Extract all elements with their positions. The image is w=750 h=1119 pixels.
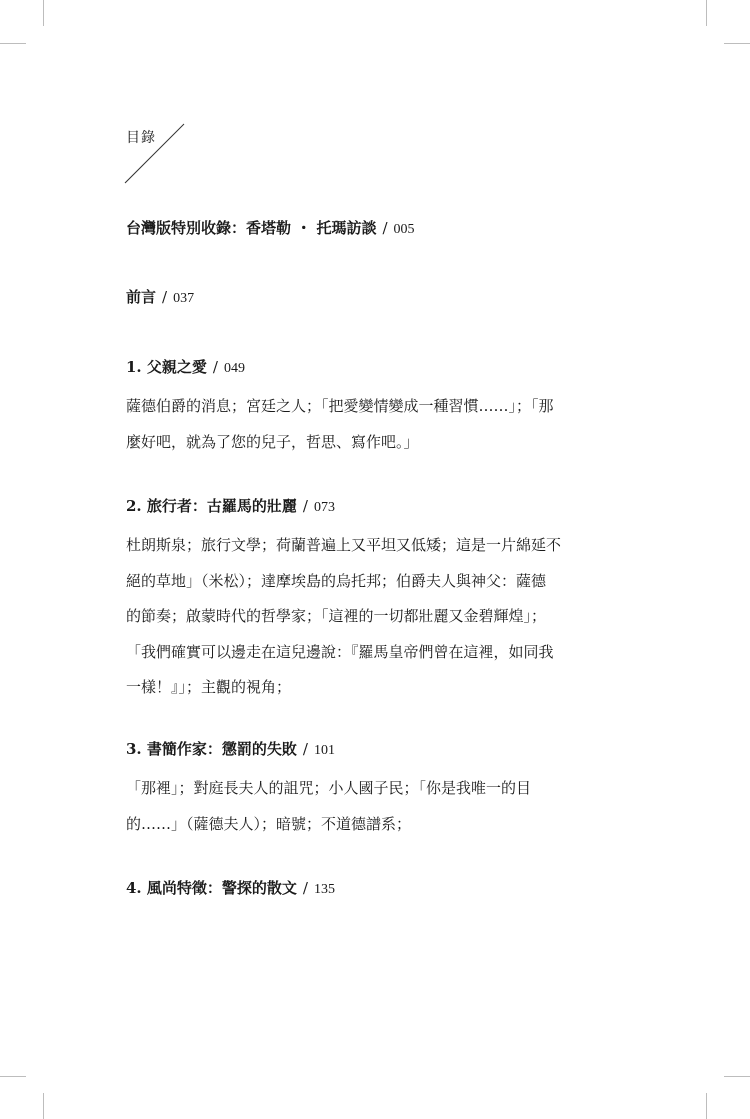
- toc-entry-page: 073: [313, 500, 335, 515]
- crop-mark-top-left: [43, 0, 44, 26]
- toc-entry-title-line: [126, 217, 616, 241]
- toc-entry-title: 2. 旅行者：古羅馬的壯麗: [126, 497, 297, 515]
- crop-mark-bottom-right-h: [724, 1076, 750, 1077]
- toc-entry-page: 101: [313, 743, 335, 758]
- toc-description-line: 「那裡」；對庭長夫人的詛咒；小人國子民；「你是我唯一的目: [126, 779, 532, 797]
- crop-mark-bottom-left-h: [0, 1076, 26, 1077]
- toc-entry-chapter-1: [126, 356, 616, 460]
- toc-entry-chapter-3: [126, 738, 616, 842]
- crop-mark-bottom-left: [43, 1093, 44, 1119]
- toc-entry-title-line: [126, 495, 616, 519]
- toc-entry-page: 049: [223, 361, 245, 376]
- toc-entry-separator: /: [212, 358, 218, 376]
- toc-entry-separator: /: [302, 879, 308, 897]
- toc-entry-title: 台灣版特別收錄：香塔勒 ・ 托瑪訪談: [126, 219, 377, 237]
- toc-entry-description: [126, 771, 616, 842]
- toc-entry-page: 005: [393, 222, 415, 237]
- toc-description-line: 「我們確實可以邊走在這兒邊說：『羅馬皇帝們曾在這裡，如同我: [126, 642, 554, 661]
- crop-mark-top-left-h: [0, 43, 26, 44]
- toc-entry-page: 135: [313, 882, 335, 897]
- crop-mark-top-right: [706, 0, 707, 26]
- toc-entry-description: [126, 528, 616, 706]
- toc-description-line: 的……」（薩德夫人）；暗號；不道德譜系；: [126, 814, 412, 833]
- toc-description-line: 一樣！』」；主觀的視角；: [126, 678, 292, 696]
- toc-description-line: 杜朗斯泉；旅行文學；荷蘭普遍上又平坦又低矮；這是一片綿延不: [126, 536, 562, 554]
- toc-entry-title: 4. 風尚特徵：警探的散文: [126, 879, 297, 897]
- crop-mark-top-right-h: [724, 43, 750, 44]
- toc-entry-title: 1. 父親之愛: [126, 358, 207, 376]
- toc-entry-chapter-2: [126, 495, 616, 706]
- toc-entry-title: 前言: [126, 288, 157, 306]
- toc-entry-title: 3. 書簡作家：懲罰的失敗: [126, 740, 297, 758]
- toc-entry-separator: /: [302, 740, 308, 758]
- toc-description-line: 麼好吧，就為了您的兒子，哲思、寫作吧。」: [126, 432, 419, 451]
- crop-mark-bottom-right: [706, 1093, 707, 1119]
- toc-entry-separator: /: [162, 288, 168, 306]
- toc-entry-title-line: [126, 286, 616, 310]
- toc-description-line: 薩德伯爵的消息；宮廷之人；「把愛變情變成一種習慣……」；「那: [126, 397, 554, 415]
- toc-entry-separator: /: [382, 219, 388, 237]
- toc-description-line: 絕的草地」（米松）；達摩埃島的烏托邦；伯爵夫人與神父：薩德: [126, 571, 547, 590]
- toc-entry-separator: /: [302, 497, 308, 515]
- toc-entry-title-line: [126, 356, 616, 380]
- toc-entry-page: 037: [173, 291, 195, 306]
- toc-heading: 目錄: [126, 130, 156, 146]
- toc-entry-title-line: [126, 738, 616, 762]
- toc-entry-preface: [126, 286, 616, 310]
- toc-entry-description: [126, 389, 616, 460]
- toc-heading-slash: [124, 123, 186, 185]
- toc-entry-title-line: [126, 877, 616, 901]
- toc-entry-taiwan-edition: [126, 217, 616, 241]
- toc-entry-chapter-4: [126, 877, 616, 901]
- toc-description-line: 的節奏；啟蒙時代的哲學家；「這裡的一切都壯麗又金碧輝煌」；: [126, 607, 547, 625]
